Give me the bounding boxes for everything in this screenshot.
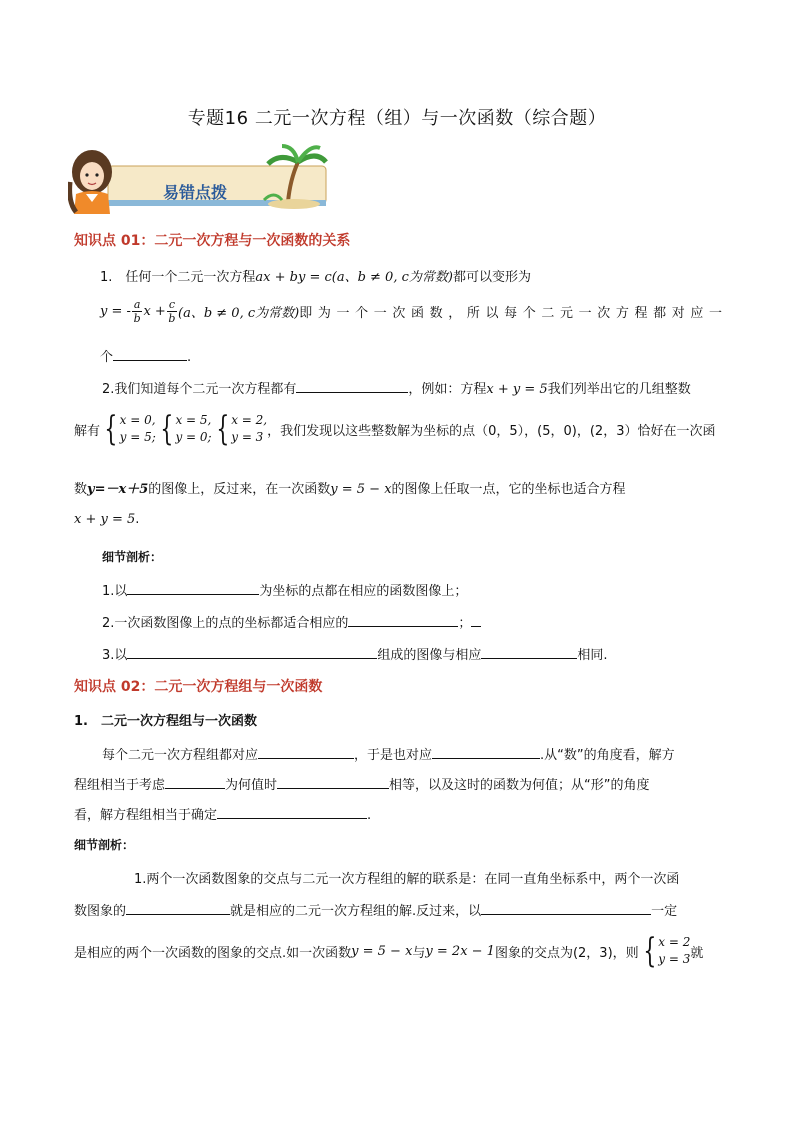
fill-blank[interactable]	[296, 378, 408, 393]
equation-system: { x = 2 y = 3	[642, 931, 691, 971]
fill-blank[interactable]	[481, 644, 577, 659]
fill-blank[interactable]	[165, 774, 225, 789]
equation-system: { x = 0, y = 5;	[104, 409, 156, 449]
s1-paragraph1: 1. 任何一个二元一次方程ax + by = c(a、b ≠ 0, c为常数)都可以变形为	[100, 270, 531, 285]
banner-label: 易错点拨	[163, 183, 228, 202]
s1-paragraph7: x + y = 5.	[74, 512, 140, 527]
detail-label: 细节剖析：	[102, 550, 163, 564]
girl-illustration-icon	[70, 150, 112, 214]
s1-detail1: 1.以 为坐标的点都在相应的函数图像上；	[102, 580, 467, 599]
equation-system: { x = 5, y = 0;	[160, 409, 212, 449]
fill-blank[interactable]	[127, 644, 377, 659]
s1-paragraph5: 解有 { x = 0, y = 5; { x = 5, y = 0; { x = 2, y = 3 ，我们发现以这些整数解为坐标的点（0，5），(5，0)，(2，3）恰好在一次函	[74, 409, 716, 449]
fill-blank[interactable]	[432, 744, 540, 759]
s1-paragraph2: y = - $\frac{a}{b}$ x + $\frac{c}{b}$ (a、b ≠ 0, c为常数) 即 为 一 个 一 次 函 数 ， 所 以 每 个 二 元 一 次 方 程 都 对 应 一	[100, 298, 722, 325]
fill-blank[interactable]	[217, 804, 367, 819]
s2-detail1-line1: 1.两个一次函数图象的交点与二元一次方程组的解的联系是：在同一直角坐标系中，两个一次函	[134, 872, 680, 887]
fill-blank[interactable]	[481, 900, 651, 915]
s2-detail1-line2: 数图象的 就是相应的二元一次方程组的解.反过来，以 一定	[74, 900, 677, 919]
fill-blank[interactable]	[126, 900, 230, 915]
s2-paragraph2: 程组相当于考虑 为何值时 相等，以及这时的函数为何值；从“形”的角度	[74, 774, 650, 793]
s2-paragraph1: 每个二元一次方程组都对应 ，于是也对应 .从“数”的角度看，解方	[102, 744, 675, 763]
fraction-a-over-b: $\frac{a}{b}$	[133, 298, 141, 325]
tip-banner	[68, 142, 330, 214]
s1-detail3: 3.以 组成的图像与相应 相同.	[102, 644, 608, 663]
s2-detail1-line3: 是相应的两个一次函数的图象的交点.如一次函数 y = 5 − x 与 y = 2x − 1 图象的交点为(2，3)，则 { x = 2 y = 3 就	[74, 931, 704, 971]
banner-graphic	[68, 142, 330, 214]
section1-heading: 知识点 01：二元一次方程与一次函数的关系	[74, 233, 351, 249]
fill-blank[interactable]	[277, 774, 389, 789]
section2-subheading: 1. 二元一次方程组与一次函数	[74, 714, 257, 729]
s1-paragraph3: 个 .	[100, 346, 191, 365]
fill-blank[interactable]	[348, 612, 458, 627]
s2-paragraph3: 看，解方程组相当于确定 .	[74, 804, 371, 823]
fraction-c-over-b: $\frac{c}{b}$	[168, 298, 176, 325]
fill-blank[interactable]	[113, 346, 187, 361]
detail-label: 细节剖析：	[74, 838, 135, 852]
s1-paragraph4: 2.我们知道每个二元一次方程都有 ，例如：方程x + y = 5我们列举出它的几组整数	[102, 378, 691, 397]
s1-detail2: 2.一次函数图像上的点的坐标都适合相应的 ；	[102, 612, 481, 631]
fill-blank[interactable]	[258, 744, 354, 759]
s1-paragraph6: 数y=－x＋5的图像上，反过来，在一次函数y = 5 − x的图像上任取一点，它的坐标也适合方程	[74, 482, 626, 497]
equation-system: { x = 2, y = 3	[215, 409, 268, 449]
section2-heading: 知识点 02：二元一次方程组与一次函数	[74, 679, 323, 695]
fill-blank[interactable]	[127, 580, 259, 595]
page-title: 专题16 二元一次方程（组）与一次函数（综合题）	[187, 108, 607, 129]
